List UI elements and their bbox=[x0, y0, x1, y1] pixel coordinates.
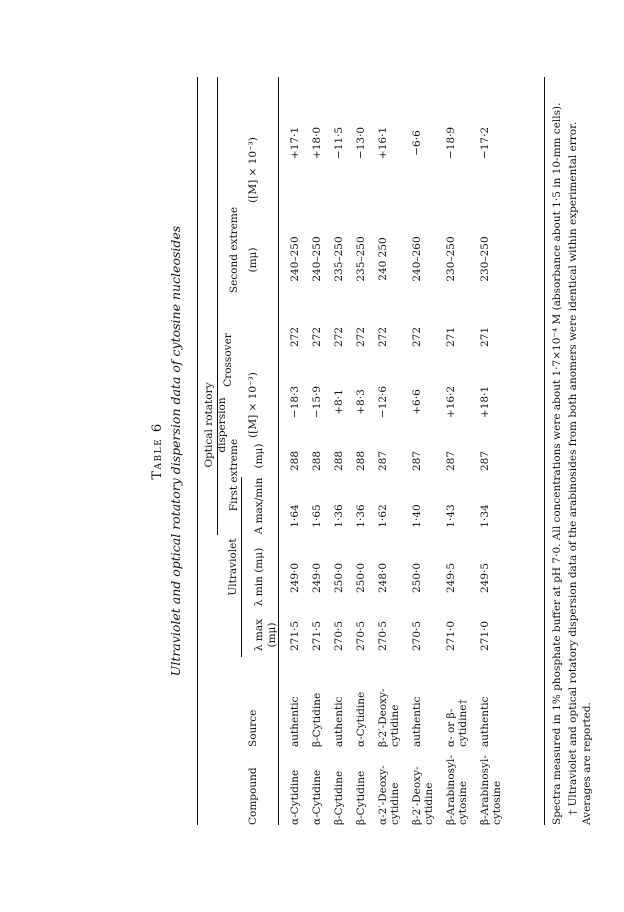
cell-first-extreme-mu: 287 bbox=[411, 450, 423, 472]
cell-a-max-min: 1·34 bbox=[479, 504, 491, 528]
cell-compound: β-Arabinosyl-cytosine bbox=[445, 755, 469, 825]
cell-first-extreme-m: −12·6 bbox=[377, 385, 389, 419]
cell-crossover: 272 bbox=[411, 326, 423, 348]
table-row bbox=[355, 77, 377, 825]
cell-a-max-min: 1·65 bbox=[311, 504, 323, 528]
cell-a-max-min: 1·62 bbox=[377, 504, 389, 528]
cell-lambda-max: 270·5 bbox=[411, 620, 423, 652]
top-rule bbox=[197, 77, 198, 825]
cell-compound: β-Cytidine bbox=[333, 770, 345, 825]
data-table bbox=[289, 77, 513, 825]
table-row bbox=[479, 77, 513, 825]
header-first-extreme: First extreme bbox=[228, 438, 240, 512]
cell-a-max-min: 1·36 bbox=[355, 504, 367, 528]
cell-compound: α-2′-Deoxy-cytidine bbox=[377, 765, 401, 825]
cell-lambda-min: 249·5 bbox=[445, 562, 457, 594]
cell-source: α-Cytidine bbox=[355, 691, 367, 747]
footnote-spectra: Spectra measured in 1% phosphate buffer at pH 7·0. All concentrations were about 1·7×10⁻⁴ M (absorbance about 1·5 in 10-mm cells). bbox=[551, 102, 563, 825]
cell-lambda-min: 248·0 bbox=[377, 562, 389, 594]
cell-source: α- or β-cytidine† bbox=[445, 699, 469, 747]
header-lambda-max: λ max (mμ) bbox=[253, 618, 278, 652]
header-source: Source bbox=[247, 709, 259, 747]
cell-crossover: 272 bbox=[333, 326, 345, 348]
cell-lambda-min: 249·0 bbox=[289, 562, 301, 594]
header-second-extreme: Second extreme bbox=[228, 206, 240, 294]
cell-first-extreme-mu: 288 bbox=[311, 450, 323, 472]
cell-second-extreme-mu: 240–250 bbox=[289, 236, 301, 282]
cell-lambda-min: 250·0 bbox=[355, 562, 367, 594]
cell-second-extreme-m: −17·2 bbox=[479, 126, 491, 160]
cell-crossover: 272 bbox=[311, 326, 323, 348]
cell-lambda-min: 250·0 bbox=[411, 562, 423, 594]
cell-a-max-min: 1·64 bbox=[289, 504, 301, 528]
cell-a-max-min: 1·43 bbox=[445, 504, 457, 528]
cell-source: authentic bbox=[289, 696, 301, 747]
cell-second-extreme-m: −6·6 bbox=[411, 130, 423, 156]
table-row bbox=[333, 77, 355, 825]
cell-first-extreme-mu: 288 bbox=[289, 450, 301, 472]
cell-source: β-Cytidine bbox=[311, 692, 323, 747]
rotated-table-page bbox=[136, 77, 612, 825]
cell-lambda-min: 249·5 bbox=[479, 562, 491, 594]
table-label: Table 6 bbox=[150, 422, 165, 480]
cell-second-extreme-mu: 230–250 bbox=[479, 236, 491, 282]
cell-second-extreme-m: −11·5 bbox=[333, 126, 345, 160]
footnote-dagger: † Ultraviolet and optical rotatory dispersion data of the arabinosides from both anomers were identical within experimental error. Averages are reported. bbox=[567, 121, 593, 825]
cell-a-max-min: 1·36 bbox=[333, 504, 345, 528]
cell-crossover: 272 bbox=[289, 326, 301, 348]
cell-source: authentic bbox=[411, 696, 423, 747]
cell-first-extreme-m: +18·1 bbox=[479, 385, 491, 419]
cell-crossover: 272 bbox=[355, 326, 367, 348]
cell-source: authentic bbox=[333, 696, 345, 747]
cell-second-extreme-m: −13·0 bbox=[355, 126, 367, 160]
header-lambda-min: λ min (mμ) bbox=[253, 547, 265, 607]
cell-a-max-min: 1·40 bbox=[411, 504, 423, 528]
cell-lambda-max: 271·0 bbox=[479, 620, 491, 652]
cell-second-extreme-mu: 240–250 bbox=[311, 236, 323, 282]
cell-crossover: 271 bbox=[479, 326, 491, 348]
header-second-mu: (mμ) bbox=[247, 247, 259, 273]
cell-first-extreme-m: +16·2 bbox=[445, 385, 457, 419]
cell-lambda-max: 270·5 bbox=[333, 620, 345, 652]
header-second-m: ([M] × 10⁻³) bbox=[247, 137, 259, 203]
cell-first-extreme-mu: 287 bbox=[479, 450, 491, 472]
cell-first-extreme-mu: 288 bbox=[333, 450, 345, 472]
header-crossover: Crossover bbox=[222, 333, 234, 387]
cell-second-extreme-mu: 235–250 bbox=[333, 236, 345, 282]
cell-first-extreme-m: +8·3 bbox=[355, 389, 367, 415]
cell-compound: β-Cytidine bbox=[355, 770, 367, 825]
table-row bbox=[411, 77, 445, 825]
cell-second-extreme-m: +18·0 bbox=[311, 126, 323, 160]
table-row bbox=[377, 77, 411, 825]
cell-first-extreme-mu: 288 bbox=[355, 450, 367, 472]
cell-lambda-min: 249·0 bbox=[311, 562, 323, 594]
cell-second-extreme-mu: 240–260 bbox=[411, 236, 423, 282]
header-rule bbox=[278, 77, 279, 825]
cell-source: β-2′-Deoxy-cytidine bbox=[377, 688, 401, 747]
cell-lambda-max: 271·5 bbox=[289, 620, 301, 652]
cell-second-extreme-mu: 240 250 bbox=[377, 237, 389, 281]
table-row bbox=[311, 77, 333, 825]
cell-compound: β-Arabinosyl-cytosine bbox=[479, 755, 503, 825]
bottom-rule bbox=[544, 77, 545, 825]
cell-first-extreme-m: +6·6 bbox=[411, 389, 423, 415]
cell-second-extreme-m: +17·1 bbox=[289, 126, 301, 160]
cell-crossover: 271 bbox=[445, 326, 457, 348]
cell-first-extreme-m: −15·9 bbox=[311, 385, 323, 419]
cell-lambda-min: 250·0 bbox=[333, 562, 345, 594]
ord-span-rule bbox=[217, 77, 218, 535]
uv-span-rule bbox=[241, 477, 242, 657]
header-first-m: ([M] × 10⁻³) bbox=[247, 372, 259, 438]
cell-first-extreme-m: +8·1 bbox=[333, 389, 345, 415]
table-caption: Ultraviolet and optical rotatory dispersion data of cytosine nucleosides bbox=[168, 225, 183, 677]
header-a-max-min: A max/min bbox=[253, 477, 265, 535]
table-row bbox=[289, 77, 311, 825]
header-ultraviolet: Ultraviolet bbox=[227, 538, 239, 596]
cell-first-extreme-mu: 287 bbox=[445, 450, 457, 472]
cell-compound: α-Cytidine bbox=[311, 769, 323, 825]
cell-second-extreme-m: −18·9 bbox=[445, 126, 457, 160]
cell-compound: α-Cytidine bbox=[289, 769, 301, 825]
header-first-mu: (mμ) bbox=[253, 443, 265, 469]
cell-compound: β-2′-Deoxy-cytidine bbox=[411, 766, 435, 825]
cell-second-extreme-m: +16·1 bbox=[377, 126, 389, 160]
cell-lambda-max: 270·5 bbox=[377, 620, 389, 652]
header-optical-rotatory-dispersion: Optical rotatory dispersion bbox=[203, 382, 228, 468]
cell-lambda-max: 270·5 bbox=[355, 620, 367, 652]
cell-first-extreme-m: −18·3 bbox=[289, 385, 301, 419]
table-row bbox=[445, 77, 479, 825]
cell-lambda-max: 271·5 bbox=[311, 620, 323, 652]
cell-source: authentic bbox=[479, 696, 491, 747]
header-compound: Compound bbox=[247, 767, 259, 825]
cell-crossover: 272 bbox=[377, 326, 389, 348]
cell-lambda-max: 271·0 bbox=[445, 620, 457, 652]
cell-second-extreme-mu: 230–250 bbox=[445, 236, 457, 282]
cell-first-extreme-mu: 287 bbox=[377, 450, 389, 472]
cell-second-extreme-mu: 235–250 bbox=[355, 236, 367, 282]
